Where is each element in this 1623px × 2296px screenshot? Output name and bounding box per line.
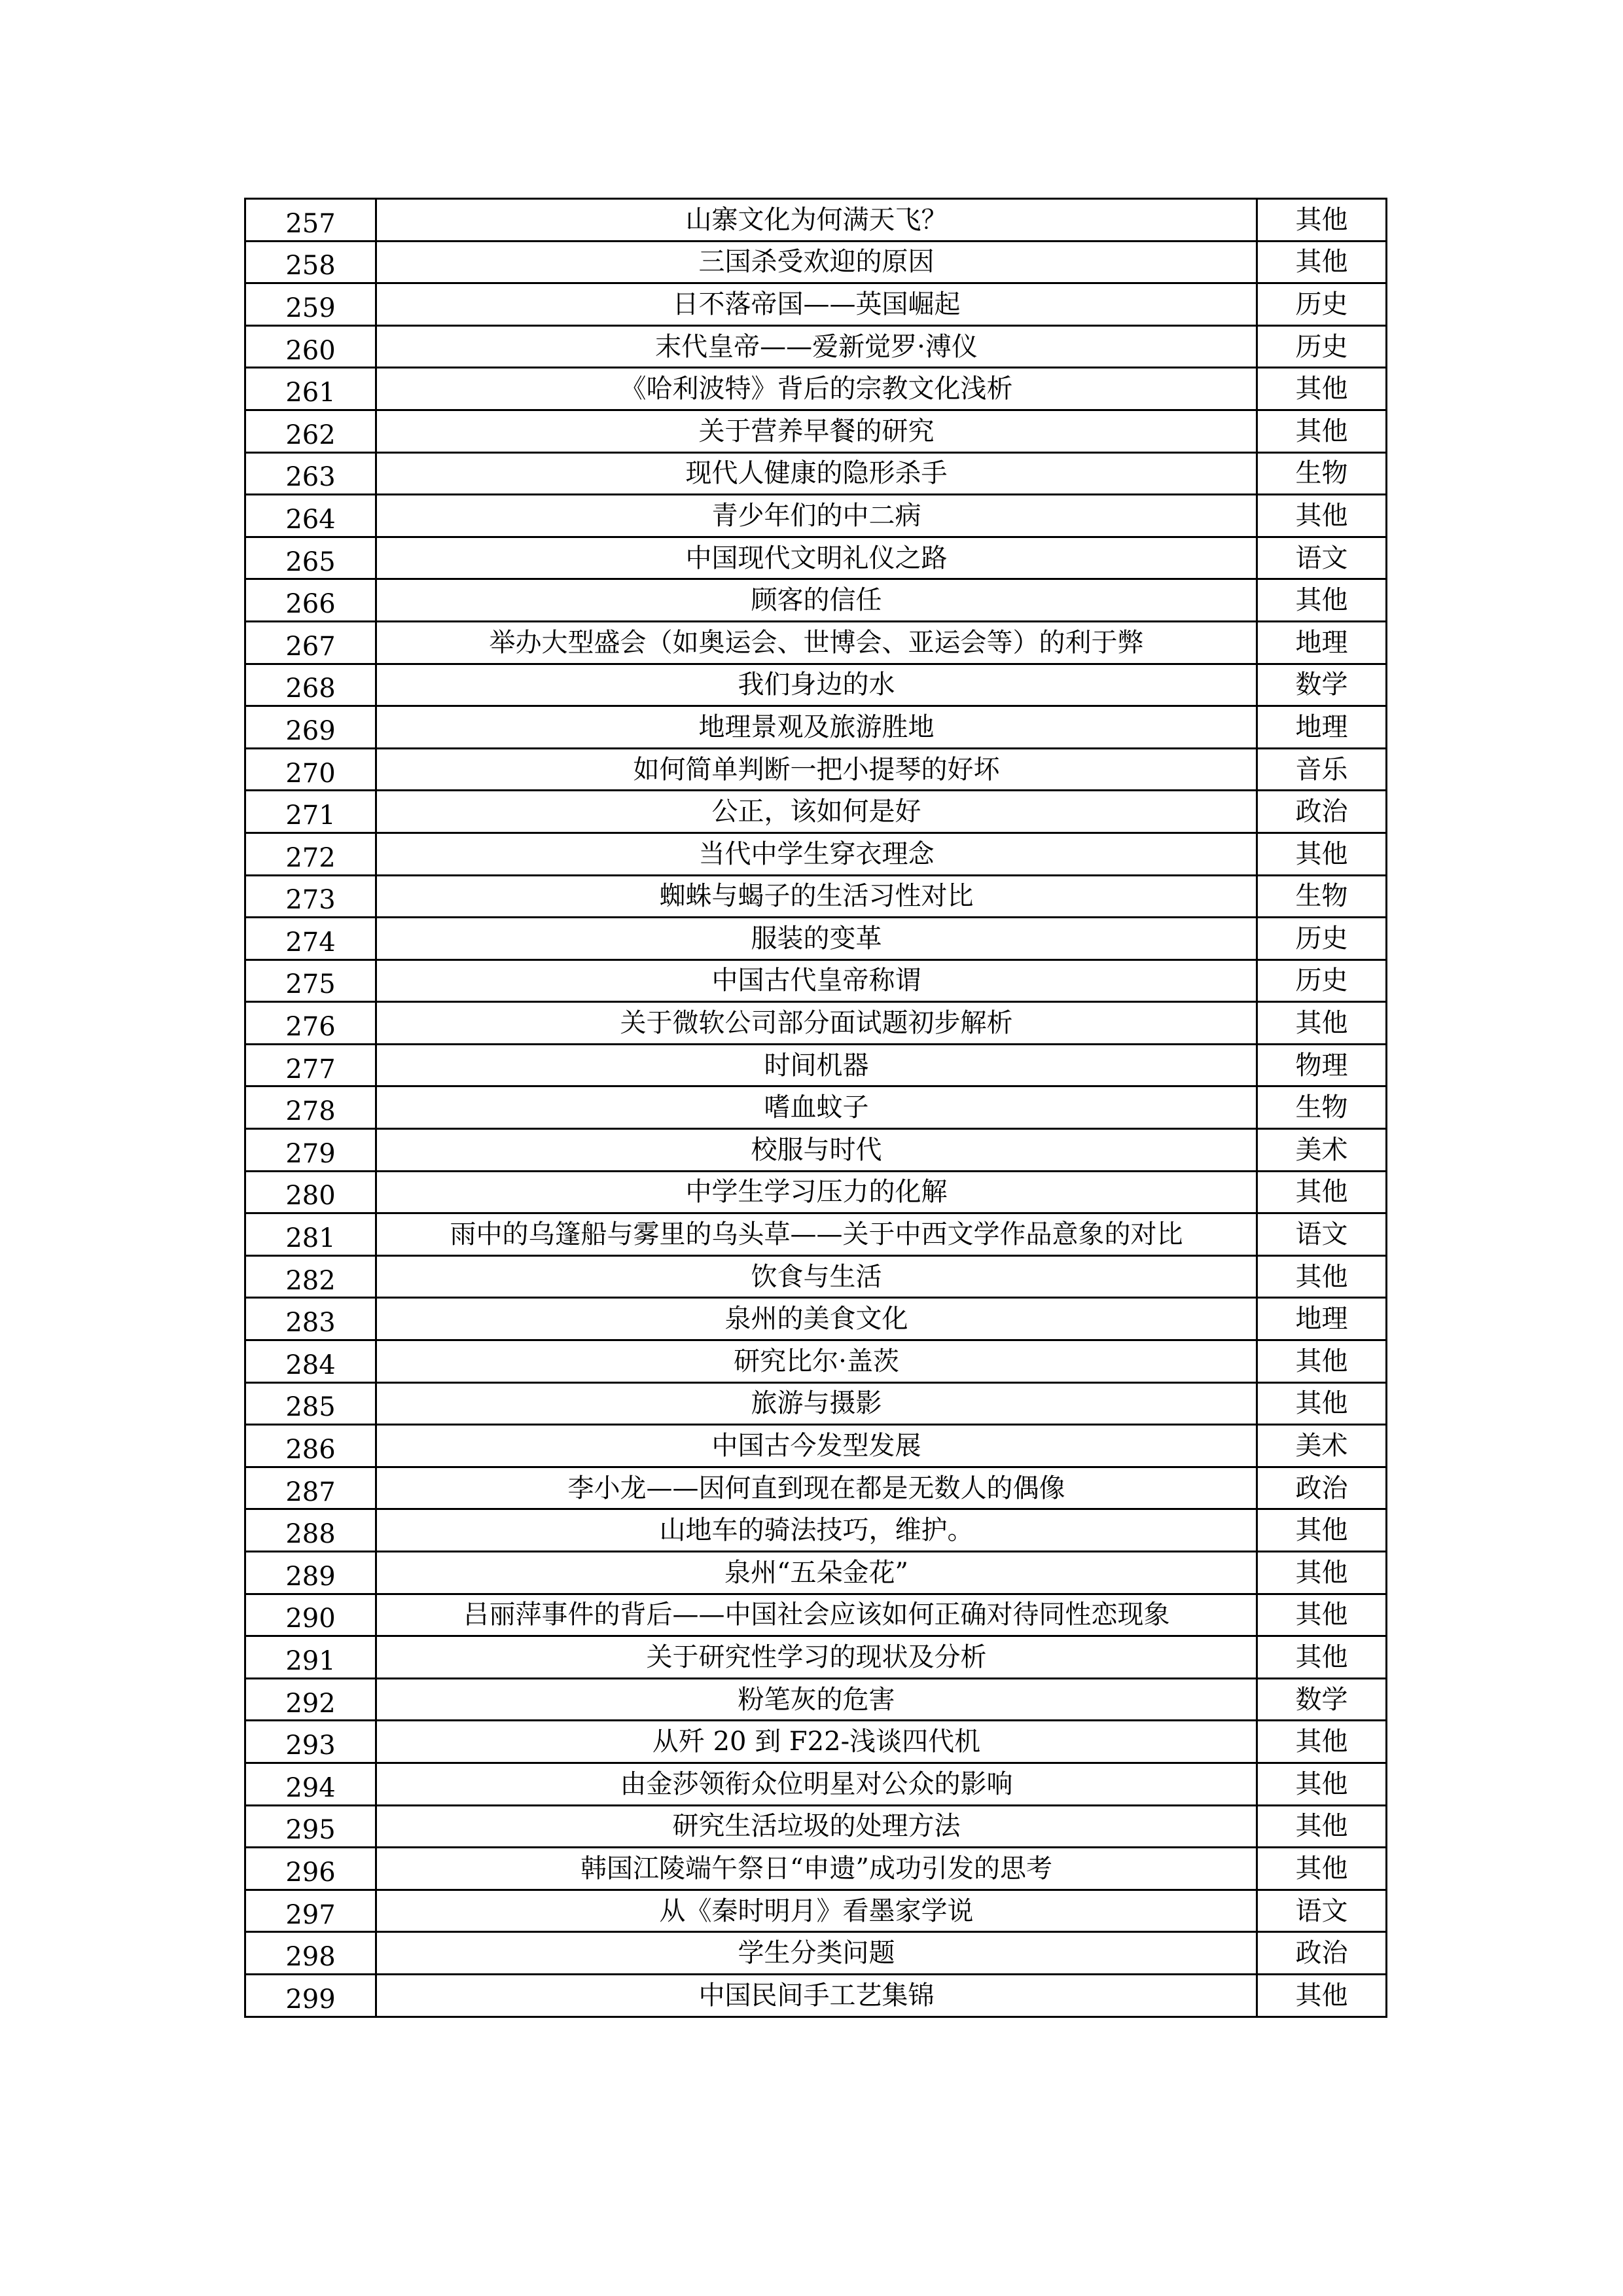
table-row bbox=[245, 1890, 1387, 1932]
subject-cell: 其他 bbox=[1257, 1721, 1387, 1763]
subject-cell: 美术 bbox=[1257, 1425, 1387, 1467]
topic-cell: 当代中学生穿衣理念 bbox=[376, 833, 1257, 875]
table-row bbox=[245, 283, 1387, 326]
row-number-cell: 272 bbox=[245, 833, 376, 875]
topic-cell: 泉州的美食文化 bbox=[376, 1298, 1257, 1340]
subject-cell: 其他 bbox=[1257, 1002, 1387, 1045]
row-number-cell: 270 bbox=[245, 748, 376, 791]
topic-cell: 时间机器 bbox=[376, 1044, 1257, 1086]
subject-cell: 其他 bbox=[1257, 1382, 1387, 1425]
row-number-cell: 286 bbox=[245, 1425, 376, 1467]
row-number-cell: 299 bbox=[245, 1974, 376, 2017]
subject-cell: 其他 bbox=[1257, 368, 1387, 410]
topic-cell: 我们身边的水 bbox=[376, 664, 1257, 706]
topic-cell: 日不落帝国——英国崛起 bbox=[376, 283, 1257, 326]
topic-cell: 李小龙——因何直到现在都是无数人的偶像 bbox=[376, 1467, 1257, 1509]
topic-cell: 中国古今发型发展 bbox=[376, 1425, 1257, 1467]
table-row bbox=[245, 199, 1387, 242]
topic-cell: 粉笔灰的危害 bbox=[376, 1678, 1257, 1721]
topic-cell: 研究生活垃圾的处理方法 bbox=[376, 1805, 1257, 1848]
row-number-cell: 264 bbox=[245, 495, 376, 537]
topic-cell: 《哈利波特》背后的宗教文化浅析 bbox=[376, 368, 1257, 410]
topic-cell: 旅游与摄影 bbox=[376, 1382, 1257, 1425]
row-number-cell: 267 bbox=[245, 621, 376, 664]
row-number-cell: 280 bbox=[245, 1171, 376, 1213]
row-number-cell: 269 bbox=[245, 706, 376, 749]
subject-cell: 历史 bbox=[1257, 283, 1387, 326]
row-number-cell: 262 bbox=[245, 410, 376, 452]
row-number-cell: 284 bbox=[245, 1340, 376, 1383]
table-row bbox=[245, 1594, 1387, 1636]
table-row bbox=[245, 1932, 1387, 1975]
subject-cell: 其他 bbox=[1257, 199, 1387, 242]
row-number-cell: 292 bbox=[245, 1678, 376, 1721]
row-number-cell: 285 bbox=[245, 1382, 376, 1425]
topic-cell: 公正，该如何是好 bbox=[376, 791, 1257, 833]
subject-cell: 历史 bbox=[1257, 918, 1387, 960]
topic-cell: 地理景观及旅游胜地 bbox=[376, 706, 1257, 749]
row-number-cell: 295 bbox=[245, 1805, 376, 1848]
table-row bbox=[245, 1044, 1387, 1086]
row-number-cell: 291 bbox=[245, 1636, 376, 1679]
table-row bbox=[245, 579, 1387, 622]
topic-cell: 从歼 20 到 F22-浅谈四代机 bbox=[376, 1721, 1257, 1763]
topic-cell: 韩国江陵端午祭日“申遗”成功引发的思考 bbox=[376, 1848, 1257, 1890]
topic-cell: 关于研究性学习的现状及分析 bbox=[376, 1636, 1257, 1679]
topic-cell: 举办大型盛会（如奥运会、世博会、亚运会等）的利于弊 bbox=[376, 621, 1257, 664]
subject-cell: 其他 bbox=[1257, 495, 1387, 537]
topic-cell: 吕丽萍事件的背后——中国社会应该如何正确对待同性恋现象 bbox=[376, 1594, 1257, 1636]
topic-cell: 末代皇帝——爱新觉罗·溥仪 bbox=[376, 325, 1257, 368]
row-number-cell: 258 bbox=[245, 241, 376, 283]
table-row bbox=[245, 1171, 1387, 1213]
table-row bbox=[245, 1467, 1387, 1509]
topic-cell: 中国现代文明礼仪之路 bbox=[376, 537, 1257, 579]
table-row bbox=[245, 1509, 1387, 1552]
table-row bbox=[245, 833, 1387, 875]
subject-cell: 其他 bbox=[1257, 833, 1387, 875]
topic-cell: 中国民间手工艺集锦 bbox=[376, 1974, 1257, 2017]
topic-cell: 嗜血蚊子 bbox=[376, 1086, 1257, 1129]
table-row bbox=[245, 748, 1387, 791]
subject-cell: 物理 bbox=[1257, 1044, 1387, 1086]
table-row bbox=[245, 1086, 1387, 1129]
row-number-cell: 263 bbox=[245, 452, 376, 495]
table-row bbox=[245, 325, 1387, 368]
table-row bbox=[245, 410, 1387, 452]
table-row bbox=[245, 1382, 1387, 1425]
table-row bbox=[245, 1848, 1387, 1890]
subject-cell: 其他 bbox=[1257, 1552, 1387, 1594]
subject-cell: 地理 bbox=[1257, 706, 1387, 749]
table-row bbox=[245, 452, 1387, 495]
topic-cell: 中学生学习压力的化解 bbox=[376, 1171, 1257, 1213]
table-row bbox=[245, 1974, 1387, 2017]
subject-cell: 政治 bbox=[1257, 791, 1387, 833]
table-row bbox=[245, 1255, 1387, 1298]
row-number-cell: 287 bbox=[245, 1467, 376, 1509]
subject-cell: 语文 bbox=[1257, 1213, 1387, 1256]
subject-cell: 生物 bbox=[1257, 875, 1387, 918]
table-row bbox=[245, 368, 1387, 410]
subject-cell: 数学 bbox=[1257, 664, 1387, 706]
table-row bbox=[245, 1298, 1387, 1340]
row-number-cell: 294 bbox=[245, 1763, 376, 1805]
row-number-cell: 276 bbox=[245, 1002, 376, 1045]
subject-cell: 地理 bbox=[1257, 621, 1387, 664]
row-number-cell: 279 bbox=[245, 1129, 376, 1172]
row-number-cell: 278 bbox=[245, 1086, 376, 1129]
subject-cell: 数学 bbox=[1257, 1678, 1387, 1721]
table-row bbox=[245, 1002, 1387, 1045]
row-number-cell: 261 bbox=[245, 368, 376, 410]
subject-cell: 其他 bbox=[1257, 1509, 1387, 1552]
subject-cell: 政治 bbox=[1257, 1932, 1387, 1975]
row-number-cell: 282 bbox=[245, 1255, 376, 1298]
topic-cell: 山地车的骑法技巧，维护。 bbox=[376, 1509, 1257, 1552]
topic-cell: 研究比尔·盖茨 bbox=[376, 1340, 1257, 1383]
topic-cell: 现代人健康的隐形杀手 bbox=[376, 452, 1257, 495]
subject-cell: 其他 bbox=[1257, 1848, 1387, 1890]
topic-cell: 关于微软公司部分面试题初步解析 bbox=[376, 1002, 1257, 1045]
subject-cell: 其他 bbox=[1257, 1340, 1387, 1383]
table-row bbox=[245, 537, 1387, 579]
table-row bbox=[245, 791, 1387, 833]
topic-cell: 雨中的乌篷船与雾里的乌头草——关于中西文学作品意象的对比 bbox=[376, 1213, 1257, 1256]
topic-cell: 蜘蛛与蝎子的生活习性对比 bbox=[376, 875, 1257, 918]
table-row bbox=[245, 1636, 1387, 1679]
table-row bbox=[245, 1721, 1387, 1763]
topic-cell: 如何简单判断一把小提琴的好坏 bbox=[376, 748, 1257, 791]
subject-cell: 政治 bbox=[1257, 1467, 1387, 1509]
topic-cell: 顾客的信任 bbox=[376, 579, 1257, 622]
row-number-cell: 288 bbox=[245, 1509, 376, 1552]
table-row bbox=[245, 1213, 1387, 1256]
topics-table bbox=[244, 198, 1387, 2018]
row-number-cell: 273 bbox=[245, 875, 376, 918]
topic-cell: 学生分类问题 bbox=[376, 1932, 1257, 1975]
topic-cell: 泉州“五朵金花” bbox=[376, 1552, 1257, 1594]
table-row bbox=[245, 1129, 1387, 1172]
row-number-cell: 277 bbox=[245, 1044, 376, 1086]
table-row bbox=[245, 495, 1387, 537]
subject-cell: 其他 bbox=[1257, 1636, 1387, 1679]
subject-cell: 美术 bbox=[1257, 1129, 1387, 1172]
row-number-cell: 265 bbox=[245, 537, 376, 579]
topic-cell: 关于营养早餐的研究 bbox=[376, 410, 1257, 452]
subject-cell: 生物 bbox=[1257, 452, 1387, 495]
table-row bbox=[245, 1678, 1387, 1721]
table-row bbox=[245, 1763, 1387, 1805]
table-row bbox=[245, 1805, 1387, 1848]
table-row bbox=[245, 918, 1387, 960]
table-row bbox=[245, 664, 1387, 706]
row-number-cell: 271 bbox=[245, 791, 376, 833]
row-number-cell: 259 bbox=[245, 283, 376, 326]
table-row bbox=[245, 241, 1387, 283]
row-number-cell: 293 bbox=[245, 1721, 376, 1763]
table-row bbox=[245, 960, 1387, 1002]
row-number-cell: 274 bbox=[245, 918, 376, 960]
table-row bbox=[245, 706, 1387, 749]
table-row bbox=[245, 1340, 1387, 1383]
row-number-cell: 290 bbox=[245, 1594, 376, 1636]
subject-cell: 其他 bbox=[1257, 1594, 1387, 1636]
row-number-cell: 297 bbox=[245, 1890, 376, 1932]
row-number-cell: 275 bbox=[245, 960, 376, 1002]
topic-cell: 三国杀受欢迎的原因 bbox=[376, 241, 1257, 283]
topic-cell: 青少年们的中二病 bbox=[376, 495, 1257, 537]
subject-cell: 历史 bbox=[1257, 325, 1387, 368]
subject-cell: 地理 bbox=[1257, 1298, 1387, 1340]
subject-cell: 其他 bbox=[1257, 1255, 1387, 1298]
subject-cell: 其他 bbox=[1257, 410, 1387, 452]
subject-cell: 其他 bbox=[1257, 579, 1387, 622]
topic-cell: 山寨文化为何满天飞？ bbox=[376, 199, 1257, 242]
row-number-cell: 298 bbox=[245, 1932, 376, 1975]
row-number-cell: 266 bbox=[245, 579, 376, 622]
subject-cell: 其他 bbox=[1257, 1805, 1387, 1848]
topic-cell: 校服与时代 bbox=[376, 1129, 1257, 1172]
topic-cell: 由金莎领衔众位明星对公众的影响 bbox=[376, 1763, 1257, 1805]
row-number-cell: 289 bbox=[245, 1552, 376, 1594]
row-number-cell: 281 bbox=[245, 1213, 376, 1256]
subject-cell: 历史 bbox=[1257, 960, 1387, 1002]
row-number-cell: 260 bbox=[245, 325, 376, 368]
subject-cell: 音乐 bbox=[1257, 748, 1387, 791]
subject-cell: 其他 bbox=[1257, 1171, 1387, 1213]
row-number-cell: 283 bbox=[245, 1298, 376, 1340]
table-row bbox=[245, 875, 1387, 918]
topics-table-body bbox=[245, 199, 1387, 2017]
topic-cell: 中国古代皇帝称谓 bbox=[376, 960, 1257, 1002]
row-number-cell: 257 bbox=[245, 199, 376, 242]
topic-cell: 饮食与生活 bbox=[376, 1255, 1257, 1298]
subject-cell: 语文 bbox=[1257, 537, 1387, 579]
topic-cell: 服装的变革 bbox=[376, 918, 1257, 960]
table-row bbox=[245, 621, 1387, 664]
subject-cell: 语文 bbox=[1257, 1890, 1387, 1932]
subject-cell: 其他 bbox=[1257, 241, 1387, 283]
table-row bbox=[245, 1425, 1387, 1467]
subject-cell: 生物 bbox=[1257, 1086, 1387, 1129]
topic-cell: 从《秦时明月》看墨家学说 bbox=[376, 1890, 1257, 1932]
row-number-cell: 268 bbox=[245, 664, 376, 706]
subject-cell: 其他 bbox=[1257, 1763, 1387, 1805]
subject-cell: 其他 bbox=[1257, 1974, 1387, 2017]
table-row bbox=[245, 1552, 1387, 1594]
row-number-cell: 296 bbox=[245, 1848, 376, 1890]
